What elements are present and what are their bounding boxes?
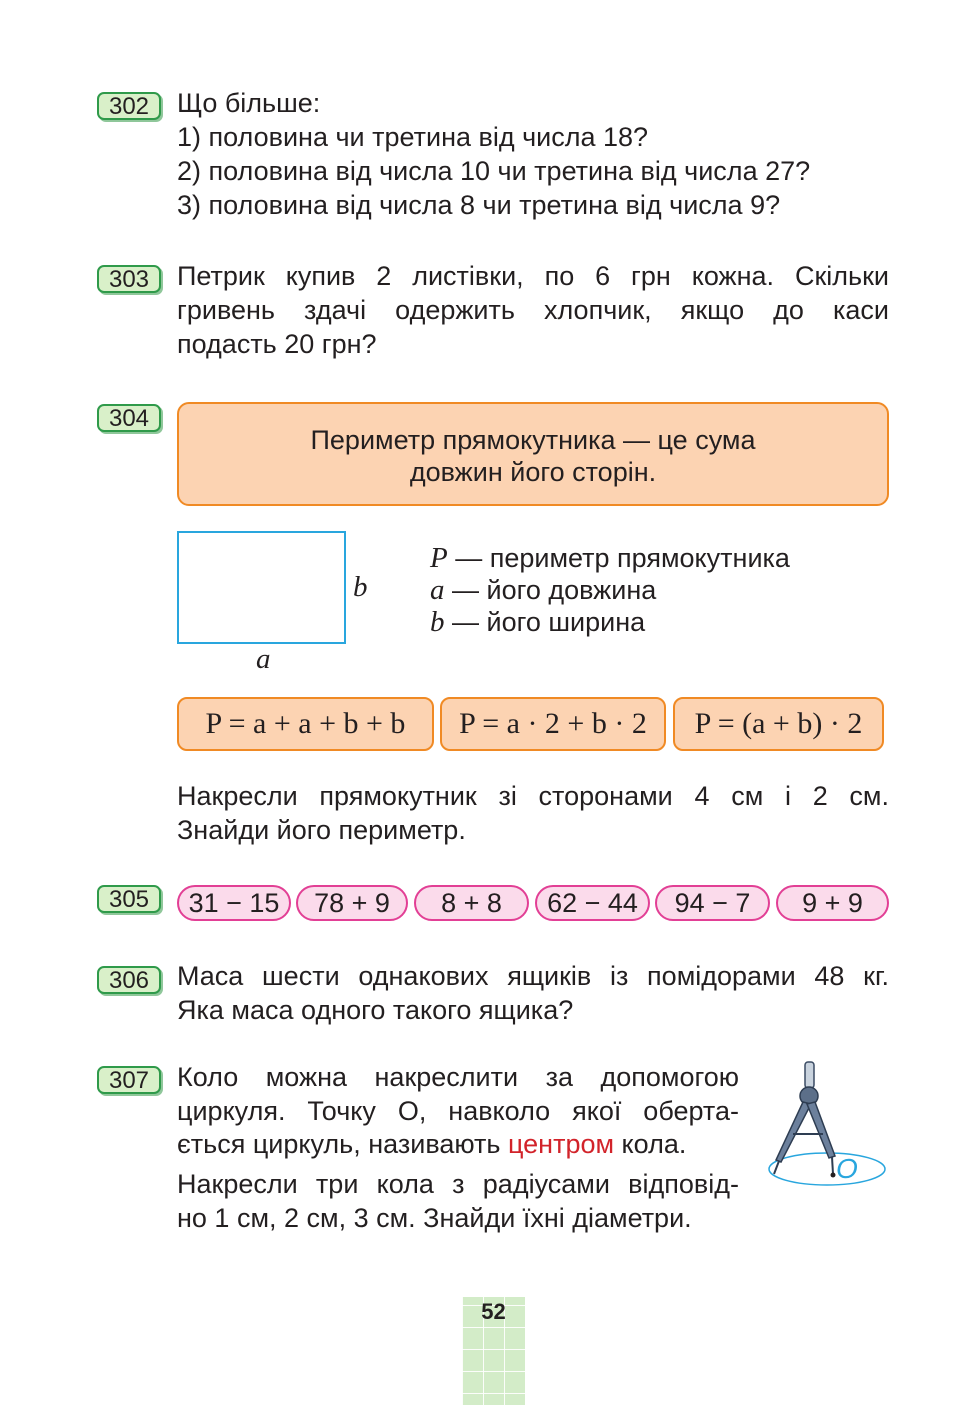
legend-symbol-p: P <box>430 542 448 574</box>
legend-length: a — його довжина <box>430 574 657 606</box>
point-o-label: O <box>836 1153 858 1184</box>
exercise-302-item-1: 1) половина чи третина від числа 18? <box>177 122 649 152</box>
term-center: центром <box>507 1129 615 1159</box>
perimeter-rule-box <box>177 402 889 506</box>
legend-symbol-a: a <box>430 574 445 606</box>
rule-line-2: довжин його сторін. <box>409 457 657 487</box>
expression-5: 94 − 7 <box>655 885 770 921</box>
exercise-307-line-2: циркуля. Точку О, навколо якої оберта- <box>177 1096 739 1126</box>
exercise-302-badge: 302 <box>97 92 161 120</box>
exercise-302-item-2: 2) половина від числа 10 чи третина від числа 27? <box>177 156 811 186</box>
exercise-304-task-line-1: Накресли прямокутник зі сторонами 4 см і 2 см. <box>177 781 889 811</box>
expression-6: 9 + 9 <box>776 885 889 921</box>
exercise-303-line-1: Петрик купив 2 листівки, по 6 грн кожна. Скільки <box>177 261 889 291</box>
exercise-305-badge: 305 <box>97 885 161 913</box>
rectangle-figure <box>177 531 346 644</box>
exercise-306-line-2: Яка маса одного такого ящика? <box>177 995 574 1025</box>
exercise-302-question: Що більше: <box>177 88 321 118</box>
exercise-307-badge: 307 <box>97 1066 161 1094</box>
expression-4: 62 − 44 <box>535 885 650 921</box>
formula-sum: P = a + a + b + b <box>177 697 434 751</box>
exercise-303-badge: 303 <box>97 265 161 293</box>
formula-doubled: P = a · 2 + b · 2 <box>440 697 666 751</box>
compass-icon <box>765 1058 895 1193</box>
exercise-307-line-3: ється циркуль, називають центром кола. <box>177 1129 687 1159</box>
side-a-label: a <box>256 643 271 675</box>
expression-1: 31 − 15 <box>177 885 291 921</box>
expression-2: 78 + 9 <box>296 885 408 921</box>
legend-width: b — його ширина <box>430 606 646 638</box>
exercise-306-badge: 306 <box>97 966 161 994</box>
exercise-306-line-1: Маса шести однакових ящиків із помідорами 48 кг. <box>177 961 889 991</box>
legend-perimeter: P — периметр прямокутника <box>430 542 790 574</box>
expression-3: 8 + 8 <box>414 885 529 921</box>
exercise-302-item-3: 3) половина від числа 8 чи третина від числа 9? <box>177 190 781 220</box>
rule-line-1: Периметр прямокутника — це сума <box>310 425 756 455</box>
page-number: 52 <box>481 1299 506 1324</box>
exercise-304-task-line-2: Знайди його периметр. <box>177 815 466 845</box>
side-b-label: b <box>353 571 368 603</box>
exercise-307-line-4: Накресли три кола з радіусами відповід- <box>177 1169 739 1199</box>
exercise-306-text <box>177 959 889 993</box>
exercise-303-line-2: гривень здачі одержить хлопчик, якщо до каси <box>177 295 889 325</box>
exercise-303-line-3: подасть 20 грн? <box>177 329 377 359</box>
exercise-307-line-1: Коло можна накреслити за допомогою <box>177 1062 739 1092</box>
exercise-304-badge: 304 <box>97 404 161 432</box>
exercise-303-text <box>177 259 889 327</box>
legend-symbol-b: b <box>430 606 445 638</box>
exercise-304-task <box>177 779 889 813</box>
formula-grouped: P = (a + b) · 2 <box>673 697 884 751</box>
exercise-307-line-5: но 1 см, 2 см, 3 см. Знайди їхні діаметри. <box>177 1203 692 1233</box>
